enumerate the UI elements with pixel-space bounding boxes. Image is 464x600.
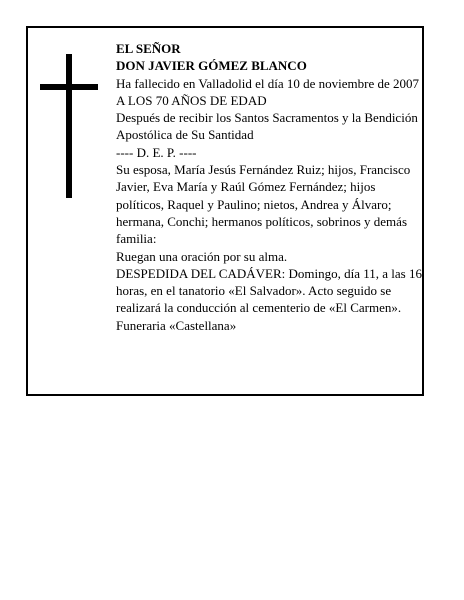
death-notice: Ha fallecido en Valladolid el día 10 de noviembre de 2007 bbox=[116, 75, 419, 91]
cross-horizontal-bar bbox=[40, 84, 98, 90]
cross-icon bbox=[40, 54, 98, 198]
cross-vertical-bar bbox=[66, 54, 72, 198]
farewell-details: DESPEDIDA DEL CADÁVER: Domingo, día 11, a las 16 horas, en el tanatorio «El Salvador». Acto seguido se realizará la conducción al cementerio de «El Carmen». bbox=[116, 265, 422, 316]
obituary-heading-title: EL SEÑOR bbox=[116, 41, 181, 56]
family-list: Su esposa, María Jesús Fernández Ruiz; hijos, Francisco Javier, Eva María y Raúl Gómez Fernández; hijos políticos, Raquel y Paulino; nietos, Andrea y Álvaro; hermana, Conchi; hermanos políticos, sobrinos y demás familia: bbox=[116, 162, 411, 247]
obituary-notice bbox=[26, 26, 424, 396]
funeral-home: Funeraria «Castellana» bbox=[116, 317, 237, 333]
sacraments-line: Después de recibir los Santos Sacramentos y la Bendición Apostólica de Su Santidad bbox=[116, 110, 418, 143]
deceased-name: DON JAVIER GÓMEZ BLANCO bbox=[116, 58, 307, 74]
prayer-line: Ruegan una oración por su alma. bbox=[116, 248, 288, 264]
rip-line: ---- D. E. P. ---- bbox=[116, 144, 197, 160]
age-line: A LOS 70 AÑOS DE EDAD bbox=[116, 92, 267, 108]
obituary-text bbox=[116, 40, 422, 334]
